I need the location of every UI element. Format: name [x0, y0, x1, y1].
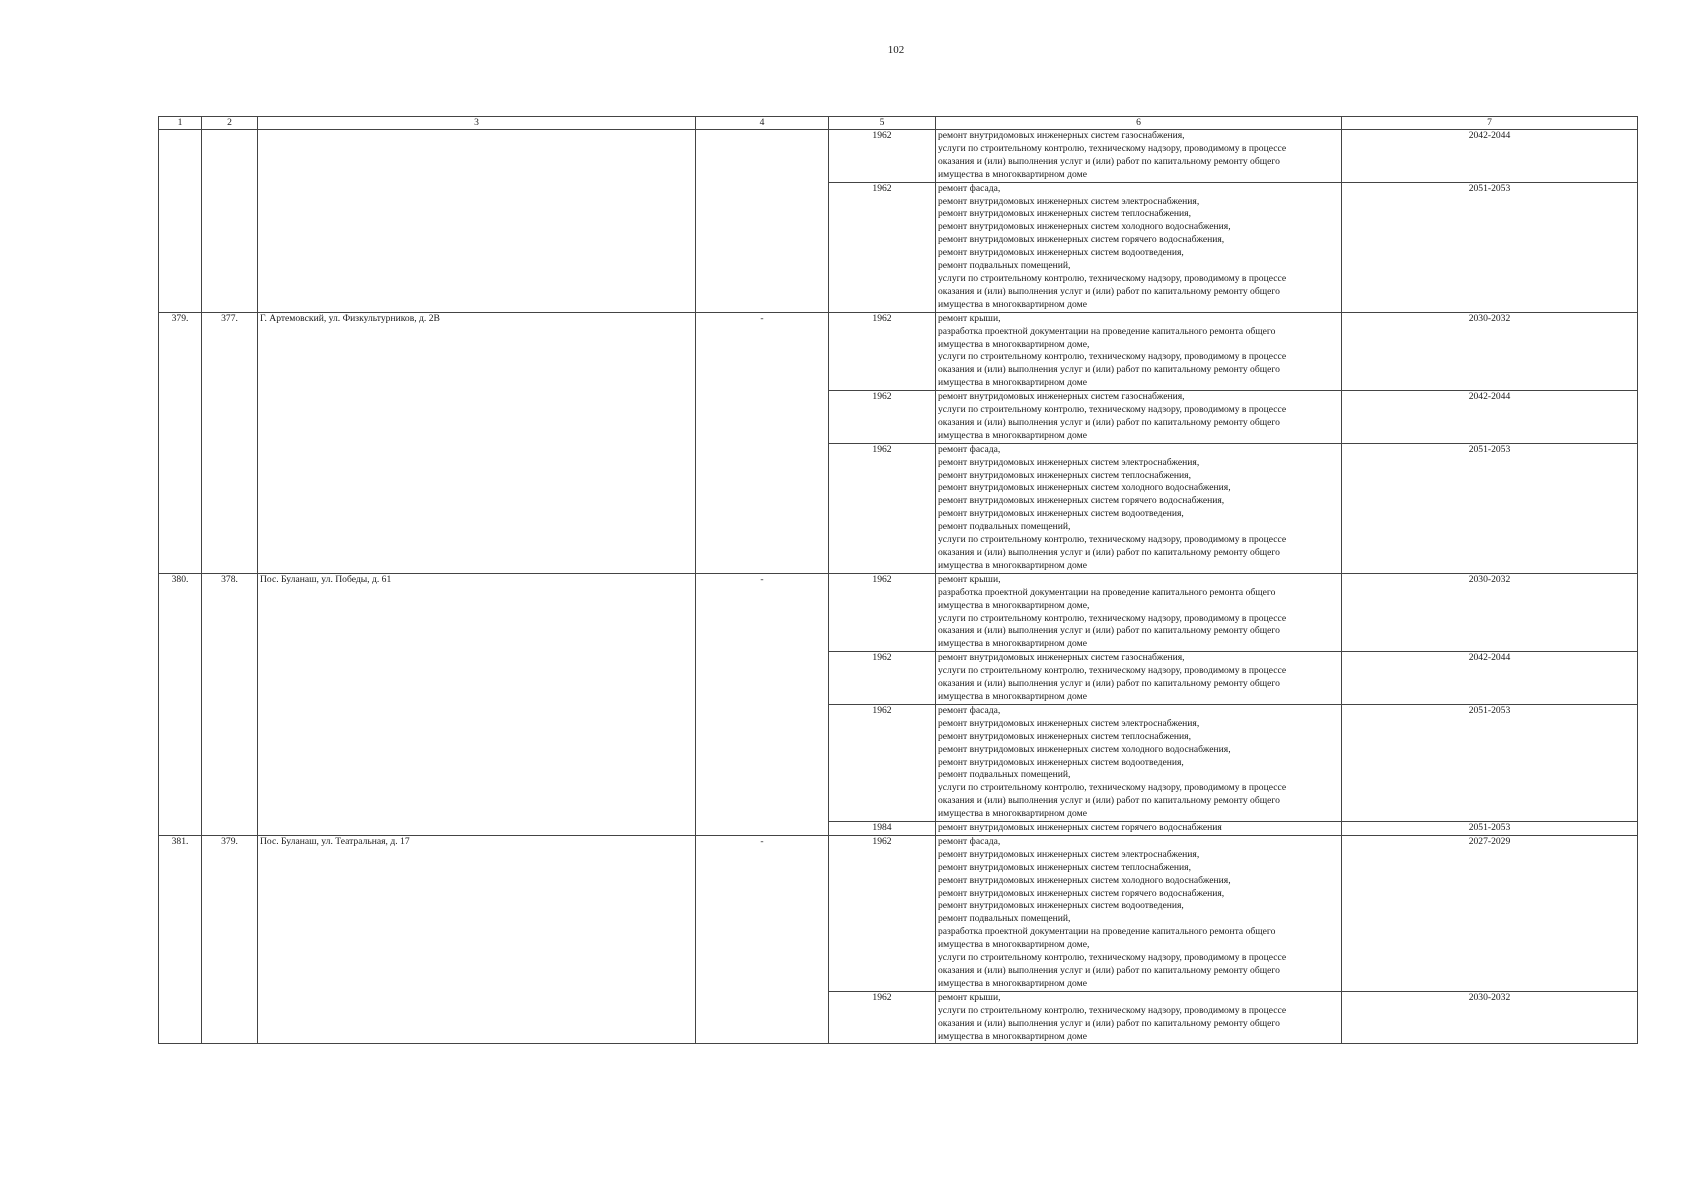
column-header: 6 — [936, 117, 1342, 130]
table-body — [159, 130, 1638, 1044]
object-number-cell: 378. — [202, 573, 258, 835]
address-cell: Г. Артемовский, ул. Физкультурников, д. 2В — [258, 312, 696, 573]
table-row — [159, 130, 1638, 183]
column-header: 2 — [202, 117, 258, 130]
table-row — [159, 312, 1638, 390]
table-header-row — [159, 117, 1638, 130]
column-4-cell — [696, 130, 829, 313]
object-number-cell: 379. — [202, 835, 258, 1044]
row-number-cell: 380. — [159, 573, 202, 835]
year-cell: 1962 — [829, 704, 936, 821]
column-header: 7 — [1342, 117, 1638, 130]
period-cell: 2030-2032 — [1342, 991, 1638, 1044]
column-4-cell: - — [696, 835, 829, 1044]
column-header: 5 — [829, 117, 936, 130]
object-number-cell: 377. — [202, 312, 258, 573]
row-number-cell: 381. — [159, 835, 202, 1044]
period-cell: 2051-2053 — [1342, 182, 1638, 312]
period-cell: 2030-2032 — [1342, 312, 1638, 390]
year-cell: 1984 — [829, 822, 936, 836]
column-4-cell: - — [696, 573, 829, 835]
works-cell: ремонт крыши, услуги по строительному контролю, техническому надзору, проводимому в процессе оказания и (или) выполнения услуг и (или) работ по капитальному ремонту общего имущества в многоквартирном доме — [936, 991, 1342, 1044]
column-header: 4 — [696, 117, 829, 130]
year-cell: 1962 — [829, 652, 936, 705]
row-number-cell: 379. — [159, 312, 202, 573]
works-cell: ремонт фасада, ремонт внутридомовых инженерных систем электроснабжения, ремонт внутридомовых инженерных систем теплоснабжения, ремонт внутридомовых инженерных систем холодного водоснабжения, ремонт внутридомовых инженерных систем горячего водоснабжения, ремонт внутридомовых инженерных систем водоотведения, ремонт подвальных помещений, услуги по строительному контролю, техническому надзору, проводимому в процессе оказания и (или) выполнения услуг и (или) работ по капитальному ремонту общего имущества в многоквартирном доме — [936, 182, 1342, 312]
column-header: 1 — [159, 117, 202, 130]
year-cell: 1962 — [829, 443, 936, 573]
period-cell: 2030-2032 — [1342, 573, 1638, 651]
object-number-cell — [202, 130, 258, 313]
column-header: 3 — [258, 117, 696, 130]
works-cell: ремонт внутридомовых инженерных систем газоснабжения, услуги по строительному контролю, техническому надзору, проводимому в процессе оказания и (или) выполнения услуг и (или) работ по капитальному ремонту общего имущества в многоквартирном доме — [936, 652, 1342, 705]
period-cell: 2042-2044 — [1342, 130, 1638, 183]
period-cell: 2051-2053 — [1342, 704, 1638, 821]
works-cell: ремонт внутридомовых инженерных систем газоснабжения, услуги по строительному контролю, техническому надзору, проводимому в процессе оказания и (или) выполнения услуг и (или) работ по капитальному ремонту общего имущества в многоквартирном доме — [936, 391, 1342, 444]
year-cell: 1962 — [829, 573, 936, 651]
table-row — [159, 835, 1638, 991]
table-row — [159, 573, 1638, 651]
year-cell: 1962 — [829, 991, 936, 1044]
works-cell: ремонт крыши, разработка проектной документации на проведение капитального ремонта общего имущества в многоквартирном доме, услуги по строительному контролю, техническому надзору, проводимому в процессе оказания и (или) выполнения услуг и (или) работ по капитальному ремонту общего имущества в многоквартирном доме — [936, 573, 1342, 651]
works-cell: ремонт внутридомовых инженерных систем горячего водоснабжения — [936, 822, 1342, 836]
works-cell: ремонт крыши, разработка проектной документации на проведение капитального ремонта общего имущества в многоквартирном доме, услуги по строительному контролю, техническому надзору, проводимому в процессе оказания и (или) выполнения услуг и (или) работ по капитальному ремонту общего имущества в многоквартирном доме — [936, 312, 1342, 390]
works-cell: ремонт фасада, ремонт внутридомовых инженерных систем электроснабжения, ремонт внутридомовых инженерных систем теплоснабжения, ремонт внутридомовых инженерных систем холодного водоснабжения, ремонт внутридомовых инженерных систем водоотведения, ремонт подвальных помещений, услуги по строительному контролю, техническому надзору, проводимому в процессе оказания и (или) выполнения услуг и (или) работ по капитальному ремонту общего имущества в многоквартирном доме — [936, 704, 1342, 821]
year-cell: 1962 — [829, 391, 936, 444]
row-number-cell — [159, 130, 202, 313]
year-cell: 1962 — [829, 130, 936, 183]
column-4-cell: - — [696, 312, 829, 573]
page-number: 102 — [887, 44, 905, 56]
works-cell: ремонт фасада, ремонт внутридомовых инженерных систем электроснабжения, ремонт внутридомовых инженерных систем теплоснабжения, ремонт внутридомовых инженерных систем холодного водоснабжения, ремонт внутридомовых инженерных систем горячего водоснабжения, ремонт внутридомовых инженерных систем водоотведения, ремонт подвальных помещений, разработка проектной документации на проведение капитального ремонта общего имущества в многоквартирном доме, услуги по строительному контролю, техническому надзору, проводимому в процессе оказания и (или) выполнения услуг и (или) работ по капитальному ремонту общего имущества в многоквартирном доме — [936, 835, 1342, 991]
period-cell: 2027-2029 — [1342, 835, 1638, 991]
year-cell: 1962 — [829, 312, 936, 390]
address-cell — [258, 130, 696, 313]
capital-repair-table — [158, 116, 1638, 1044]
period-cell: 2051-2053 — [1342, 822, 1638, 836]
address-cell: Пос. Буланаш, ул. Победы, д. 61 — [258, 573, 696, 835]
year-cell: 1962 — [829, 182, 936, 312]
works-cell: ремонт внутридомовых инженерных систем газоснабжения, услуги по строительному контролю, техническому надзору, проводимому в процессе оказания и (или) выполнения услуг и (или) работ по капитальному ремонту общего имущества в многоквартирном доме — [936, 130, 1342, 183]
period-cell: 2051-2053 — [1342, 443, 1638, 573]
year-cell: 1962 — [829, 835, 936, 991]
address-cell: Пос. Буланаш, ул. Театральная, д. 17 — [258, 835, 696, 1044]
works-cell: ремонт фасада, ремонт внутридомовых инженерных систем электроснабжения, ремонт внутридомовых инженерных систем теплоснабжения, ремонт внутридомовых инженерных систем холодного водоснабжения, ремонт внутридомовых инженерных систем горячего водоснабжения, ремонт внутридомовых инженерных систем водоотведения, ремонт подвальных помещений, услуги по строительному контролю, техническому надзору, проводимому в процессе оказания и (или) выполнения услуг и (или) работ по капитальному ремонту общего имущества в многоквартирном доме — [936, 443, 1342, 573]
period-cell: 2042-2044 — [1342, 652, 1638, 705]
period-cell: 2042-2044 — [1342, 391, 1638, 444]
